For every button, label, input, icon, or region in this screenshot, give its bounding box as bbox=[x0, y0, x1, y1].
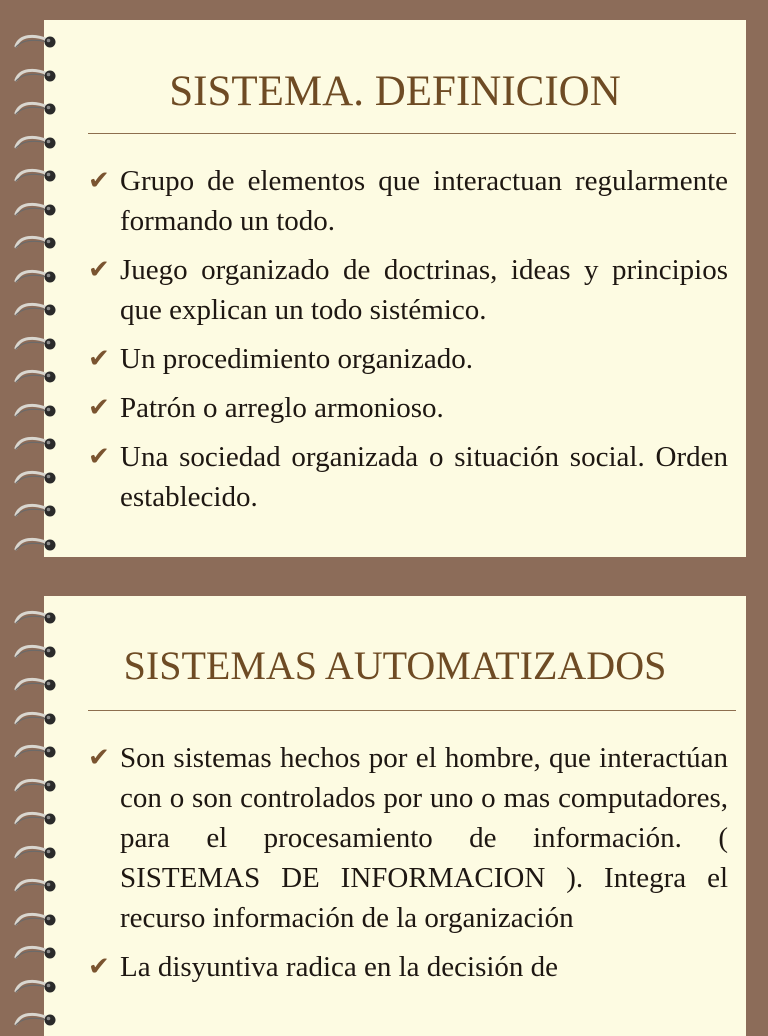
list-item: ✔ La disyuntiva radica en la decisión de bbox=[88, 947, 728, 987]
check-mark-icon: ✔ bbox=[88, 952, 110, 982]
check-mark-icon: ✔ bbox=[88, 393, 110, 423]
list-item: ✔ Un procedimiento organizado. bbox=[88, 339, 728, 379]
spiral-ring-icon bbox=[12, 775, 62, 797]
spiral-ring-icon bbox=[12, 333, 62, 355]
spiral-ring-icon bbox=[12, 467, 62, 489]
check-mark-icon: ✔ bbox=[88, 442, 110, 472]
spiral-ring-icon bbox=[12, 500, 62, 522]
spiral-ring-icon bbox=[12, 366, 62, 388]
spiral-ring-icon bbox=[12, 842, 62, 864]
title-divider bbox=[88, 133, 736, 134]
spiral-ring-icon bbox=[12, 534, 62, 556]
spiral-ring-icon bbox=[12, 875, 62, 897]
slide-title: SISTEMAS AUTOMATIZADOS bbox=[123, 643, 667, 688]
slide-title: SISTEMA. DEFINICION bbox=[169, 68, 621, 115]
spiral-ring-icon bbox=[12, 165, 62, 187]
list-item: ✔ Juego organizado de doctrinas, ideas y principios que explican un todo sistémico. bbox=[88, 250, 728, 330]
list-item: ✔ Una sociedad organizada o situación social. Orden establecido. bbox=[88, 437, 728, 517]
spiral-ring-icon bbox=[12, 299, 62, 321]
check-mark-icon: ✔ bbox=[88, 344, 110, 374]
bullet-list bbox=[88, 738, 728, 996]
spiral-ring-icon bbox=[12, 607, 62, 629]
title-divider bbox=[88, 710, 736, 711]
spiral-ring-icon bbox=[12, 909, 62, 931]
spiral-ring-icon bbox=[12, 199, 62, 221]
spiral-ring-icon bbox=[12, 942, 62, 964]
spiral-ring-icon bbox=[12, 433, 62, 455]
spiral-ring-icon bbox=[12, 232, 62, 254]
spiral-ring-icon bbox=[12, 132, 62, 154]
slide-sistema-definicion bbox=[44, 20, 746, 557]
spiral-ring-icon bbox=[12, 976, 62, 998]
bullet-list bbox=[88, 161, 728, 526]
list-item: ✔ Grupo de elementos que interactuan regularmente formando un todo. bbox=[88, 161, 728, 241]
spiral-ring-icon bbox=[12, 741, 62, 763]
spiral-ring-icon bbox=[12, 266, 62, 288]
spiral-ring-icon bbox=[12, 708, 62, 730]
spiral-ring-icon bbox=[12, 1009, 62, 1031]
check-mark-icon: ✔ bbox=[88, 255, 110, 285]
list-item: ✔ Son sistemas hechos por el hombre, que interactúan con o son controlados por uno o mas computadores, para el procesamiento de información. ( SISTEMAS DE INFORMACION ). Integra el recurso información de la organización bbox=[88, 738, 728, 938]
spiral-ring-icon bbox=[12, 400, 62, 422]
slide-sistemas-automatizados bbox=[44, 596, 746, 1036]
list-item: ✔ Patrón o arreglo armonioso. bbox=[88, 388, 728, 428]
spiral-ring-icon bbox=[12, 31, 62, 53]
check-mark-icon: ✔ bbox=[88, 743, 110, 773]
check-mark-icon: ✔ bbox=[88, 166, 110, 196]
spiral-ring-icon bbox=[12, 808, 62, 830]
